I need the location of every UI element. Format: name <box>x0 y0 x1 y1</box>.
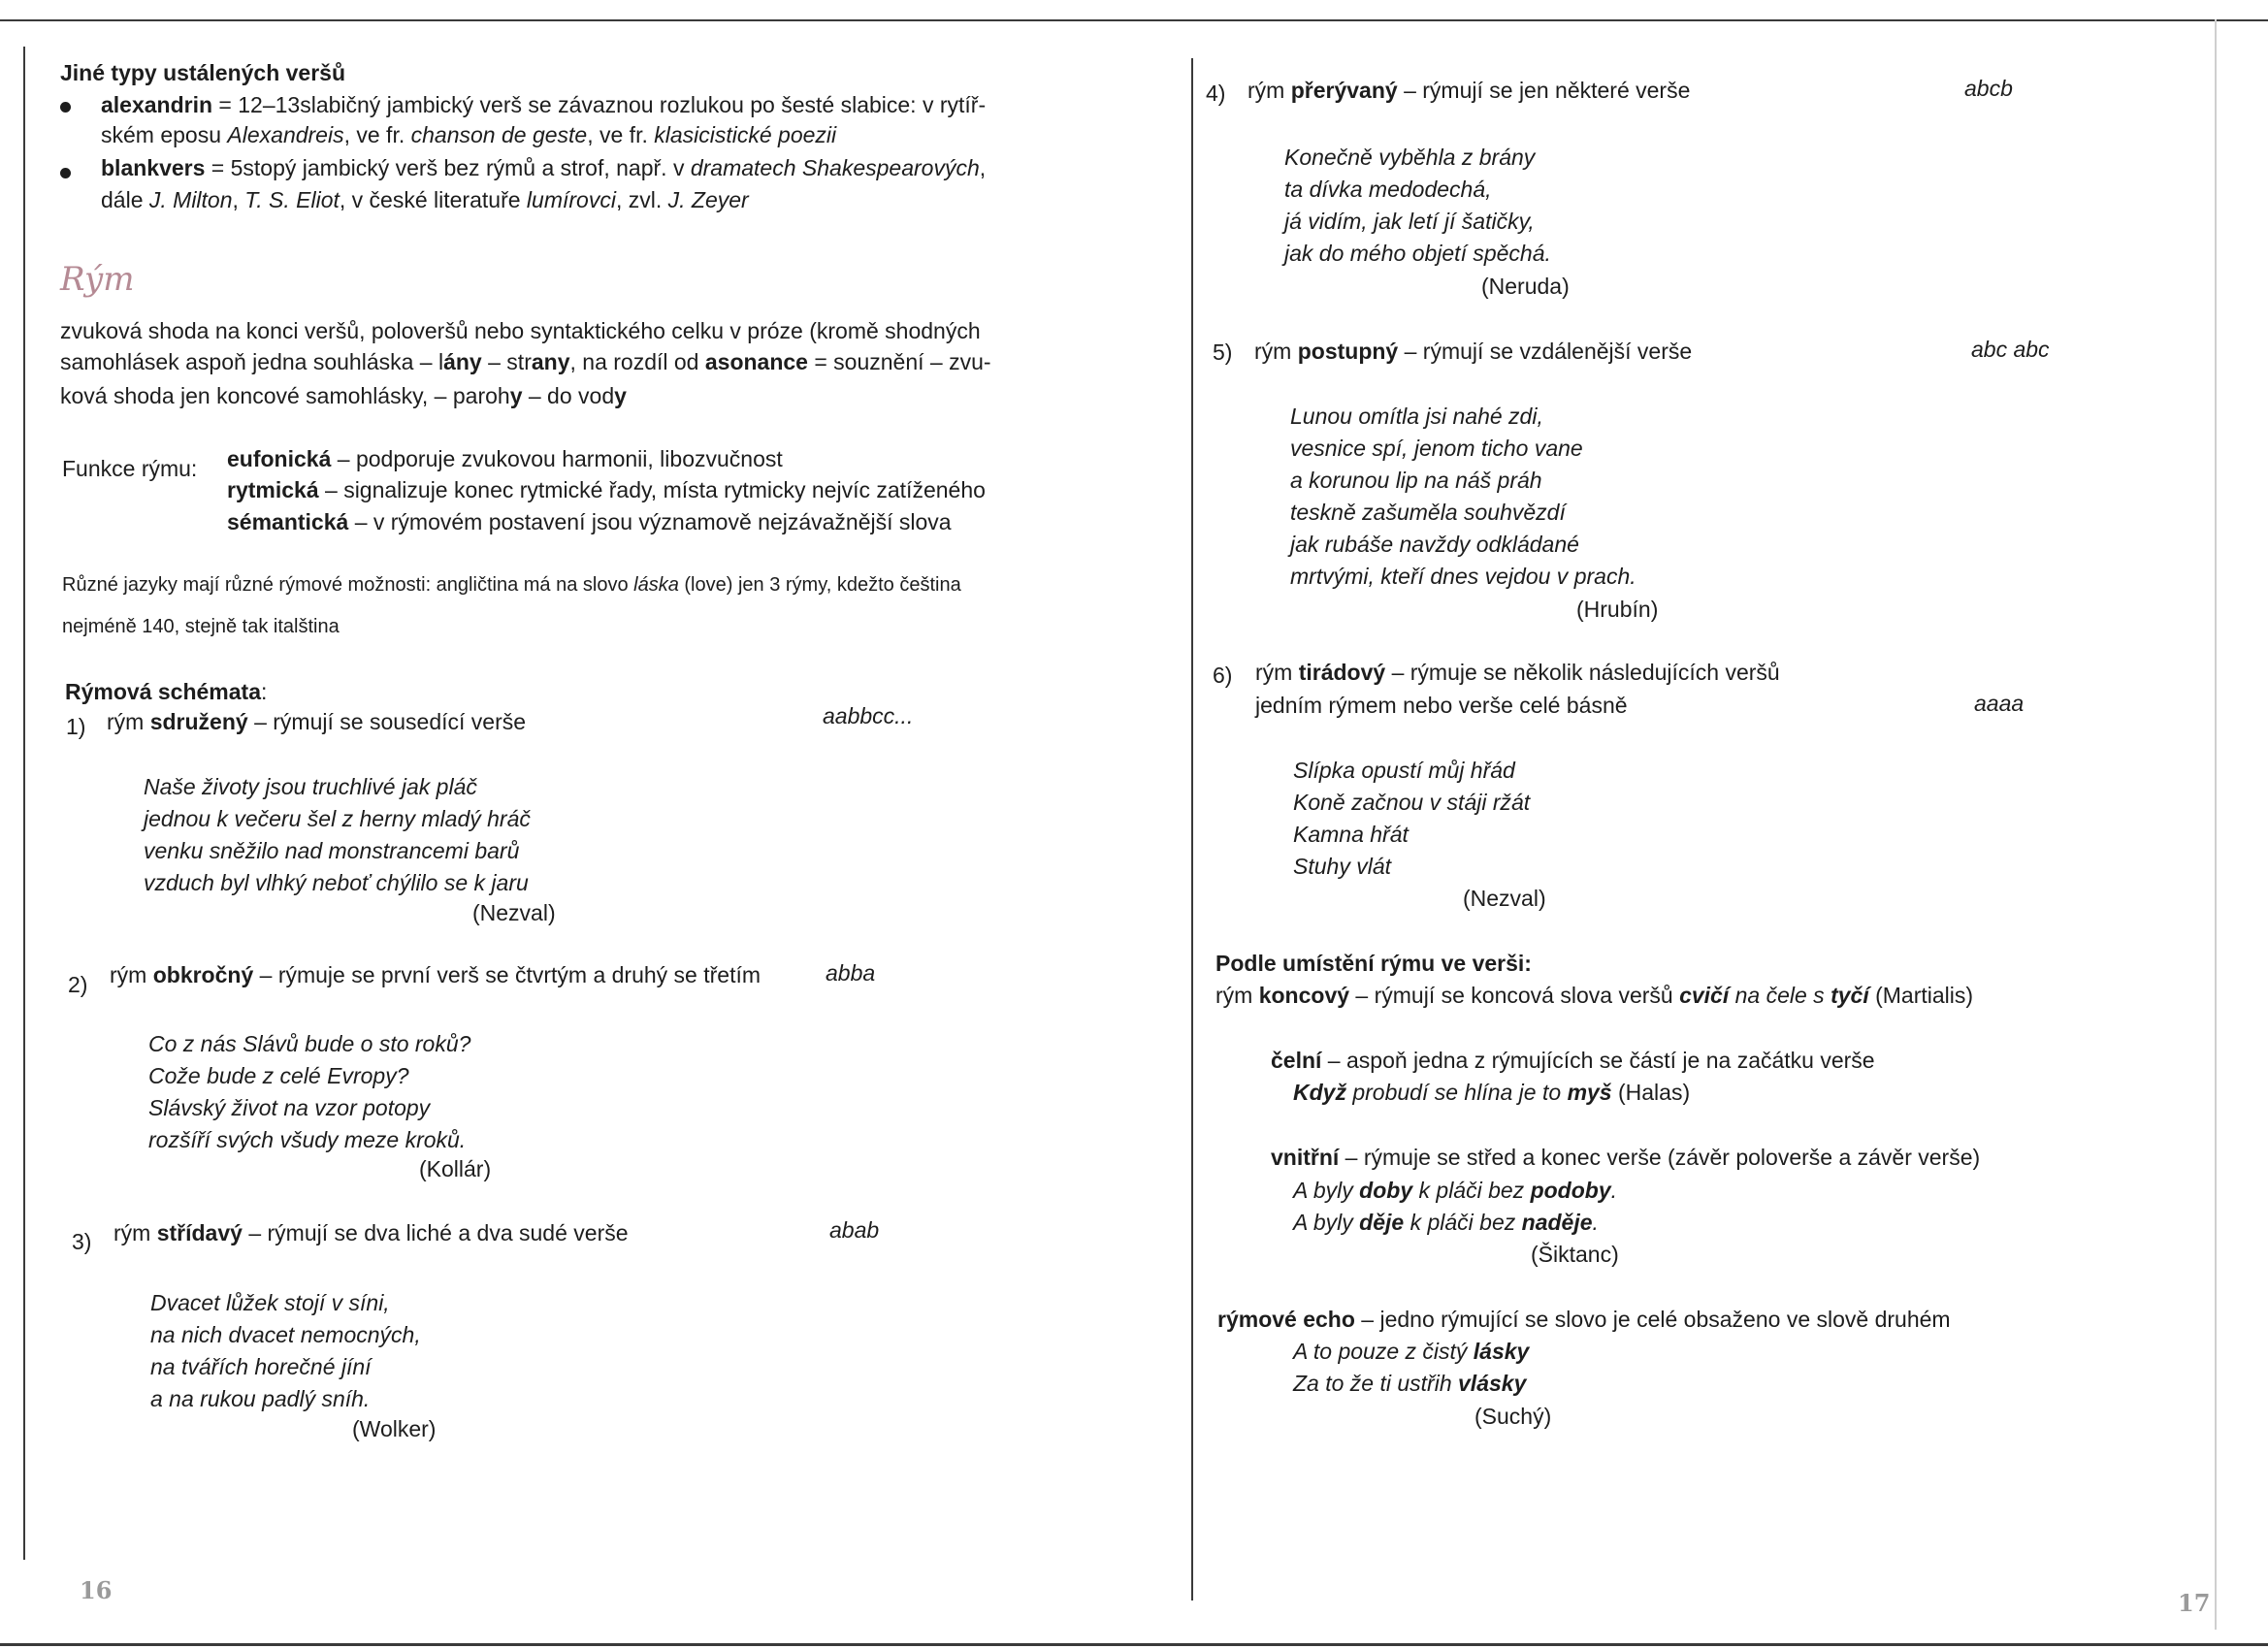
rhyme-celni <box>1271 1048 1875 1074</box>
poem-author: (Nezval) <box>1463 886 1546 911</box>
text-run: koncový <box>1258 983 1350 1008</box>
scheme-pattern: abc abc <box>1971 337 2050 362</box>
rhyme-schemes-heading <box>65 679 267 705</box>
text-run: , ve fr. <box>587 122 655 147</box>
scheme-number: 2) <box>68 972 88 997</box>
scheme-pattern: abab <box>829 1217 880 1243</box>
verse-line: rozšíří svých všudy meze kroků. <box>148 1127 467 1152</box>
text-run: rým <box>113 1220 157 1245</box>
rhyme-celni-example <box>1293 1080 1690 1106</box>
blankvers-line-1 <box>101 155 986 181</box>
text-run: J. Zeyer <box>667 187 749 212</box>
text-run: y <box>509 383 523 408</box>
text-run: zvuková shoda na konci veršů, poloveršů nebo syntaktického celku v próze (kromě shodných <box>60 318 981 343</box>
poem-verses <box>150 1287 421 1415</box>
other-verse-types-heading: Jiné typy ustálených veršů <box>60 60 346 85</box>
rhyme-vnitrni <box>1271 1145 1980 1171</box>
text-run: ková shoda jen koncové samohlásky, – paroh <box>60 383 510 408</box>
text-run: tyčí <box>1831 983 1869 1008</box>
text-run: dále <box>101 187 149 212</box>
text-run: na čele s <box>1729 983 1831 1008</box>
text-run: podoby <box>1530 1178 1611 1203</box>
bullet-icon <box>60 168 71 178</box>
text-run: nejméně 140, stejně tak italština <box>62 616 340 637</box>
poem-author: (Šiktanc) <box>1531 1242 1619 1267</box>
rhyme-definition-line-3 <box>60 383 627 409</box>
text-run: Za to že ti ustřih <box>1293 1371 1459 1396</box>
text-run: , ve fr. <box>343 122 411 147</box>
text-run: – rýmují se dva liché a dva sudé verše <box>242 1220 629 1245</box>
poem-verses <box>1290 401 1636 593</box>
text-run: – rýmují se koncová slova veršů <box>1349 983 1680 1008</box>
verse-line: Co z nás Slávů bude o sto roků? <box>148 1031 471 1056</box>
scheme-tiradovy <box>1255 660 1780 686</box>
bottom-border <box>0 1643 2268 1646</box>
poem-author: (Kollár) <box>419 1156 492 1181</box>
functions-label: Funkce rýmu: <box>62 456 198 481</box>
text-run: A byly <box>1293 1210 1360 1235</box>
text-run: asonance <box>704 349 808 374</box>
text-run: alexandrin <box>101 92 213 117</box>
rhyme-vnitrni-example <box>1293 1210 1599 1236</box>
poem-author: (Neruda) <box>1481 274 1570 299</box>
scheme-obkrocny <box>110 962 761 988</box>
text-run: – rýmují se vzdálenější verše <box>1398 339 1693 364</box>
verse-line: Naše životy jsou truchlivé jak pláč <box>144 774 477 799</box>
right-page-edge <box>2215 19 2217 1630</box>
verse-line: mrtvými, kteří dnes vejdou v prach. <box>1290 564 1636 589</box>
text-run: (love) jen 3 rýmy, kdežto čeština <box>678 574 961 596</box>
verse-line: na tvářích horečné jíní <box>150 1354 372 1379</box>
text-run: = 5stopý jambický verš bez rýmů a strof, např. v <box>205 155 691 180</box>
rhyme-echo-example <box>1293 1371 1526 1397</box>
text-run: J. Milton <box>148 187 233 212</box>
text-run: (Halas) <box>1611 1080 1691 1105</box>
poem-author: (Nezval) <box>472 900 556 925</box>
alexandrin-line-2 <box>101 122 836 148</box>
verse-line: jednou k večeru šel z herny mladý hráč <box>144 806 531 831</box>
text-run: – rýmují se jen některé verše <box>1397 78 1691 103</box>
text-run: rým <box>1254 339 1298 364</box>
text-run: ány <box>443 349 482 374</box>
function-euphonic <box>227 446 783 472</box>
text-run: T. S. Eliot <box>244 187 340 212</box>
text-run: klasicistické poezii <box>654 122 837 147</box>
verse-line: Cože bude z celé Evropy? <box>148 1063 409 1088</box>
text-run: k pláči bez <box>1404 1210 1522 1235</box>
verse-line: a korunou lip na náš práh <box>1290 468 1542 493</box>
rhyme-definition-line-1 <box>60 318 981 344</box>
text-run: rým <box>110 962 153 987</box>
text-run: . <box>1610 1178 1618 1203</box>
verse-line: ta dívka medodechá, <box>1284 177 1492 202</box>
function-desc: – signalizuje konec rytmické řady, místa rytmicky nejvíc zatíženého <box>318 477 986 502</box>
text-run: dramatech Shakespearových <box>690 155 980 180</box>
rhyme-definition-line-2 <box>60 349 991 375</box>
poem-verses <box>1293 755 1530 883</box>
verse-line: teskně zašuměla souhvězdí <box>1290 500 1566 525</box>
text-run: – do vod <box>522 383 615 408</box>
page-number-right: 17 <box>2178 1589 2211 1617</box>
text-run: , <box>232 187 245 212</box>
text-run: = souznění – zvu- <box>807 349 991 374</box>
text-run: naděje <box>1521 1210 1593 1235</box>
text-run: Alexandreis <box>227 122 344 147</box>
text-run: samohlásek aspoň jedna souhláska – l <box>60 349 444 374</box>
verse-line: vzduch byl vlhký neboť chýlilo se k jaru <box>144 870 529 895</box>
scheme-number: 5) <box>1213 340 1233 365</box>
scheme-stridavy <box>113 1220 629 1246</box>
rhyme-schemes-heading-text: Rýmová schémata <box>65 679 261 704</box>
text-run: cvičí <box>1679 983 1730 1008</box>
verse-line: Slípka opustí můj hřád <box>1293 758 1515 783</box>
function-semantic <box>227 509 952 535</box>
text-run: lásky <box>1473 1339 1530 1364</box>
rhyme-schemes-heading-colon: : <box>261 679 268 704</box>
scheme-number: 4) <box>1206 81 1226 106</box>
verse-line: jak rubáše navždy odkládané <box>1290 532 1579 557</box>
scheme-sdruzeny <box>107 709 526 735</box>
alexandrin-line-1 <box>101 92 986 118</box>
text-run: , na rozdíl od <box>569 349 705 374</box>
text-run: – rýmuje se několik následujících veršů <box>1385 660 1780 685</box>
text-run: – aspoň jedna z rýmujících se částí je na začátku verše <box>1321 1048 1875 1073</box>
text-run: , v české literatuře <box>339 187 527 212</box>
text-run: rým <box>1247 78 1291 103</box>
text-run: A to pouze z čistý <box>1293 1339 1474 1364</box>
function-term: eufonická <box>227 446 332 471</box>
placement-heading: Podle umístění rýmu ve verši: <box>1215 951 1532 976</box>
text-run: rým <box>107 709 150 734</box>
rhyme-vnitrni-example <box>1293 1178 1617 1204</box>
text-run: vlásky <box>1458 1371 1527 1396</box>
text-run: – rýmuje se střed a konec verše (závěr poloverše a závěr verše) <box>1339 1145 1981 1170</box>
verse-line: Dvacet lůžek stojí v síni, <box>150 1290 390 1315</box>
verse-line: venku sněžilo nad monstrancemi barů <box>144 838 520 863</box>
text-run: Když <box>1293 1080 1346 1105</box>
rhyme-echo-example <box>1293 1339 1529 1365</box>
text-run: sdružený <box>149 709 248 734</box>
language-note-line-2 <box>62 616 340 638</box>
language-note-line-1 <box>62 574 961 597</box>
function-term: rytmická <box>227 477 319 502</box>
text-run: rýmové echo <box>1217 1307 1355 1332</box>
text-run: k pláči bez <box>1412 1178 1531 1203</box>
scheme-number: 1) <box>66 714 86 739</box>
text-run: probudí se hlína je to <box>1345 1080 1568 1105</box>
verse-line: Lunou omítla jsi nahé zdi, <box>1290 404 1543 429</box>
function-rhythmic <box>227 477 986 503</box>
text-run: A byly <box>1293 1178 1360 1203</box>
verse-line: Konečně vyběhla z brány <box>1284 145 1536 170</box>
text-run: , <box>979 155 987 180</box>
text-run: postupný <box>1297 339 1399 364</box>
page-gutter <box>1191 58 1193 1600</box>
text-run: čelní <box>1271 1048 1322 1073</box>
verse-line: vesnice spí, jenom ticho vane <box>1290 436 1583 461</box>
page-number-left: 16 <box>80 1576 113 1604</box>
poem-author: (Wolker) <box>352 1416 437 1441</box>
text-run: obkročný <box>152 962 254 987</box>
text-run: = 12–13slabičný jambický verš se závaznou rozlukou po šesté slabice: v rytíř- <box>212 92 987 117</box>
text-run: rým <box>1255 660 1299 685</box>
verse-line: Koně začnou v stáji ržát <box>1293 790 1531 815</box>
verse-line: jak do mého objetí spěchá. <box>1284 241 1551 266</box>
text-run: any <box>531 349 570 374</box>
scheme-pattern: abcb <box>1964 76 2013 101</box>
poem-verses <box>1284 142 1551 270</box>
text-run: Různé jazyky mají různé rýmové možnosti: angličtina má na slovo <box>62 574 634 596</box>
text-run: , zvl. <box>615 187 668 212</box>
scheme-postupny <box>1254 339 1692 365</box>
verse-line: já vidím, jak letí jí šatičky, <box>1284 209 1535 234</box>
scheme-number: 6) <box>1213 663 1233 688</box>
section-title-rym: Rým <box>60 260 135 299</box>
text-run: přerývaný <box>1290 78 1398 103</box>
poem-author: (Suchý) <box>1474 1404 1552 1429</box>
text-run: láska <box>633 574 679 596</box>
poem-author: (Hrubín) <box>1576 597 1659 622</box>
verse-line: Kamna hřát <box>1293 822 1409 847</box>
rhyme-echo <box>1217 1307 1951 1333</box>
scheme-pattern: aabbcc... <box>823 703 914 728</box>
text-run: y <box>614 383 627 408</box>
verse-line: Slávský život na vzor potopy <box>148 1095 431 1120</box>
top-border <box>0 19 2268 21</box>
left-page-margin-line <box>23 47 25 1560</box>
text-run: chanson de geste <box>410 122 588 147</box>
function-term: sémantická <box>227 509 349 534</box>
blankvers-line-2 <box>101 187 749 213</box>
text-run: – rýmuje se první verš se čtvrtým a druhý se třetím <box>253 962 761 987</box>
bullet-icon <box>60 102 71 113</box>
rhyme-koncovy <box>1215 983 1973 1009</box>
function-desc: – v rýmovém postavení jsou významově nejzávažnější slova <box>348 509 952 534</box>
text-run: (Martialis) <box>1868 983 1974 1008</box>
text-run: myš <box>1567 1080 1612 1105</box>
poem-verses <box>148 1028 470 1156</box>
scheme-tiradovy-line-2: jedním rýmem nebo verše celé básně <box>1255 693 1628 718</box>
text-run: vnitřní <box>1271 1145 1340 1170</box>
scheme-pattern: aaaa <box>1974 691 2025 716</box>
text-run: rým <box>1215 983 1259 1008</box>
text-run: doby <box>1359 1178 1413 1203</box>
verse-line: na nich dvacet nemocných, <box>150 1322 421 1347</box>
verse-line: a na rukou padlý sníh. <box>150 1386 371 1411</box>
verse-line: Stuhy vlát <box>1293 854 1391 879</box>
text-run: ském eposu <box>101 122 228 147</box>
text-run: děje <box>1359 1210 1405 1235</box>
text-run: – str <box>481 349 532 374</box>
text-run: . <box>1592 1210 1599 1235</box>
text-run: tirádový <box>1298 660 1386 685</box>
scheme-pattern: abba <box>826 960 876 986</box>
text-run: – jedno rýmující se slovo je celé obsaženo ve slově druhém <box>1354 1307 1951 1332</box>
scheme-number: 3) <box>72 1229 92 1254</box>
scheme-preryvany <box>1247 78 1690 104</box>
function-desc: – podporuje zvukovou harmonii, libozvučnost <box>331 446 783 471</box>
text-run: lumírovci <box>526 187 616 212</box>
text-run: – rýmují se sousedící verše <box>247 709 527 734</box>
text-run: blankvers <box>101 155 206 180</box>
poem-verses <box>144 771 531 899</box>
text-run: střídavý <box>156 1220 243 1245</box>
